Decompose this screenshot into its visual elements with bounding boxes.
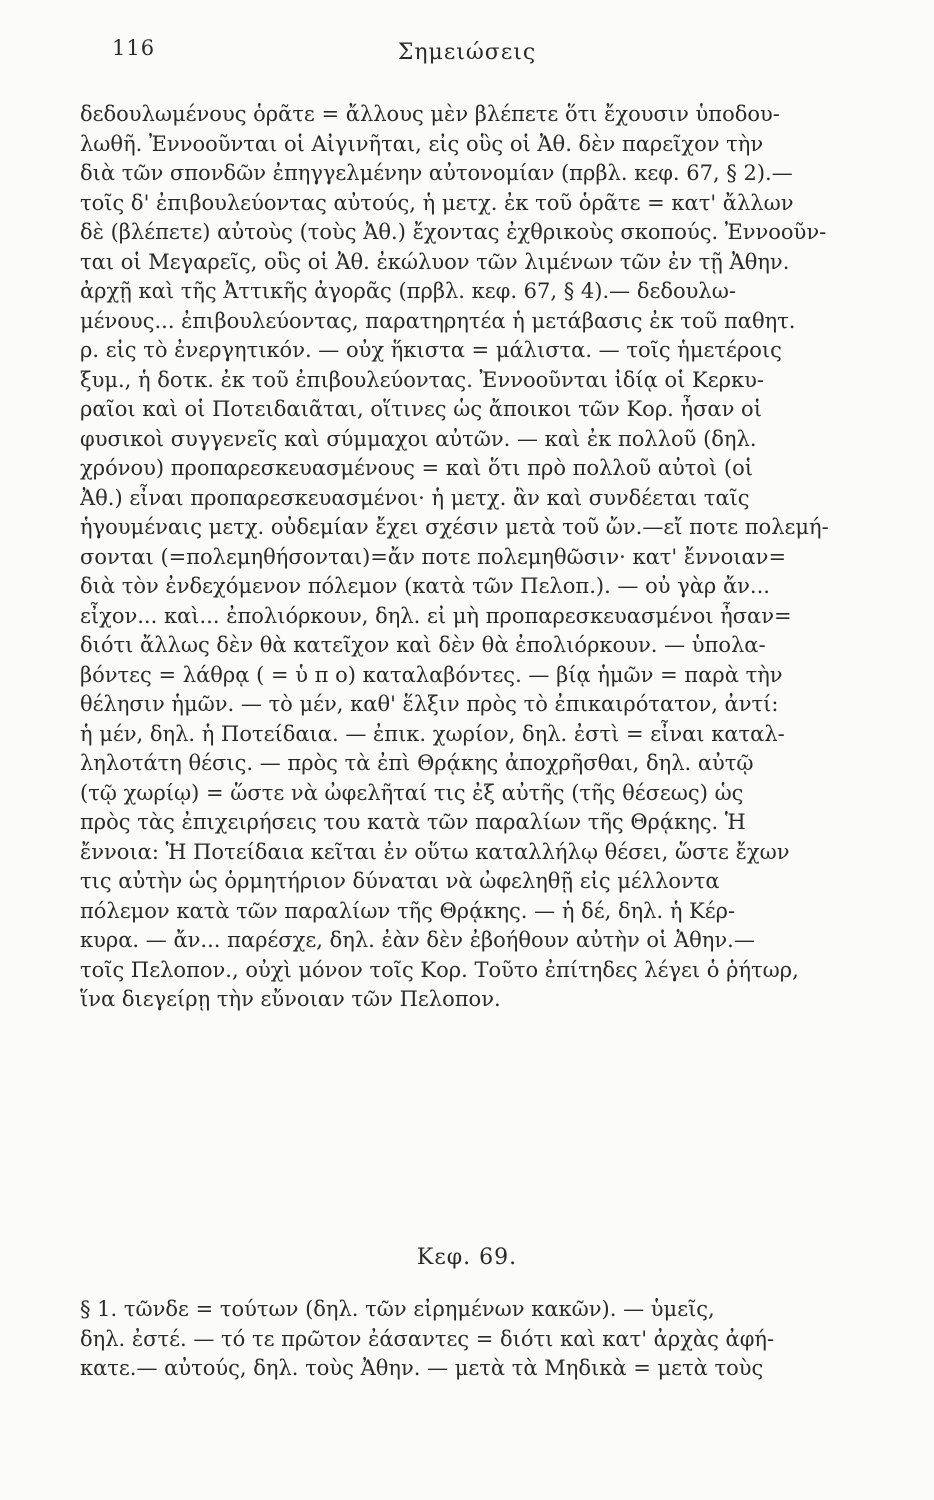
text-line: πόλεμον κατὰ τῶν παραλίων τῆς Θρᾴκης. — ἡ δέ, δηλ. ἡ Κέρ- — [80, 898, 736, 923]
text-line: διὰ τὸν ἐνδεχόμενον πόλεμον (κατὰ τῶν Πελοπ.). — οὐ γὰρ ἄν... — [80, 574, 770, 598]
text-line: δηλ. ἐστέ. — τό τε πρῶτον ἐάσαντες = διότι καὶ κατ' ἀρχὰς ἀφή- — [80, 1326, 775, 1351]
text-line: βόντες = λάθρᾳ ( = ὑ π ο) καταλαβόντες. — βίᾳ ἡμῶν = παρὰ τὴν — [80, 662, 783, 687]
text-line: λωθῆ. Ἐννοοῦνται οἱ Αἰγινῆται, εἰς οὓς οἱ Ἀθ. δὲν παρεῖχον τὴν — [80, 131, 764, 156]
text-line: ἔννοια: Ἡ Ποτείδαια κεῖται ἐν οὕτω καταλλήλῳ θέσει, ὥστε ἔχων — [80, 839, 790, 864]
text-line: κυρα. — ἄν... παρέσχε, δηλ. ἐὰν δὲν ἐβοήθουν αὐτὴν οἱ Ἀθην.— — [80, 928, 755, 952]
chapter-text-block — [80, 1295, 875, 1384]
running-title: Σημειώσεις — [397, 40, 537, 65]
text-line: ἡγουμέναις μετχ. οὐδεμίαν ἔχει σχέσιν μετὰ τοῦ ὤν.—εἴ ποτε πολεμή- — [80, 515, 829, 539]
text-line: εἶχον... καὶ... ἐπολιόρκουν, δηλ. εἰ μὴ προπαρεσκευασμένοι ἦσαν= — [80, 603, 792, 628]
text-line: τις αὐτὴν ὡς ὁρμητήριον δύναται νὰ ὠφεληθῇ εἰς μέλλοντα — [80, 869, 720, 893]
text-line: τοῖς δ' ἐπιβουλεύοντας αὐτούς, ἡ μετχ. ἐκ τοῦ ὁρᾶτε = κατ' ἄλλων — [80, 190, 794, 215]
text-line: ξυμ., ἡ δοτκ. ἐκ τοῦ ἐπιβουλεύοντας. Ἐννοοῦνται ἰδίᾳ οἱ Κερκυ- — [80, 367, 764, 392]
text-line: ἵνα διεγείρῃ τὴν εὔνοιαν τῶν Πελοπον. — [80, 987, 501, 1011]
text-line: ληλοτάτη θέσις. — πρὸς τὰ ἐπὶ Θρᾴκης ἀποχρῆσθαι, δηλ. αὐτῷ — [80, 751, 754, 775]
text-line: μένους... ἐπιβουλεύοντας, παρατηρητέα ἡ μετάβασις ἐκ τοῦ παθητ. — [80, 308, 796, 333]
text-line: θέλησιν ἡμῶν. — τὸ μέν, καθ' ἕλξιν πρὸς τὸ ἐπικαιρότατον, ἀντί: — [80, 692, 779, 716]
text-line: δεδουλωμένους ὁρᾶτε = ἄλλους μὲν βλέπετε ὅτι ἔχουσιν ὑποδου- — [80, 102, 780, 126]
text-line: ρ. εἰς τὸ ἐνεργητικόν. — οὐχ ἥκιστα = μάλιστα. — τοῖς ἡμετέροις — [80, 338, 782, 362]
text-line: σονται (=πολεμηθήσονται)=ἄν ποτε πολεμηθῶσιν· κατ' ἔννοιαν= — [80, 544, 787, 569]
notes-text-block — [80, 100, 875, 1015]
text-line: φυσικοὶ συγγενεῖς καὶ σύμμαχοι αὐτῶν. — καὶ ἐκ πολλοῦ (δηλ. — [80, 426, 757, 451]
text-line: ἡ μέν, δηλ. ἡ Ποτείδαια. — ἐπικ. χωρίον, δηλ. ἐστὶ = εἶναι καταλ- — [80, 721, 785, 746]
text-line: χρόνου) προπαρεσκευασμένους = καὶ ὅτι πρὸ πολλοῦ αὐτοὶ (οἱ — [80, 456, 753, 480]
text-line: ραῖοι καὶ οἱ Ποτειδαιᾶται, οἵτινες ὡς ἄποικοι τῶν Κορ. ἦσαν οἱ — [80, 397, 762, 421]
text-line: διότι ἄλλως δὲν θὰ κατεῖχον καὶ δὲν θὰ ἐπολιόρκουν. — ὑπολα- — [80, 633, 766, 657]
text-line: τοῖς Πελοπον., οὐχὶ μόνον τοῖς Κορ. Τοῦτο ἐπίτηδες λέγει ὁ ῥήτωρ, — [80, 957, 799, 982]
text-line: πρὸς τὰς ἐπιχειρήσεις του κατὰ τῶν παραλίων τῆς Θρᾴκης. Ἡ — [80, 810, 746, 834]
text-line: § 1. τῶνδε = τούτων (δηλ. τῶν εἰρημένων κακῶν). — ὑμεῖς, — [80, 1297, 715, 1321]
text-line: ται οἱ Μεγαρεῖς, οὓς οἱ Ἀθ. ἐκώλυον τῶν λιμένων τῶν ἐν τῇ Ἀθην. — [80, 249, 790, 274]
text-line: δὲ (βλέπετε) αὐτοὺς (τοὺς Ἀθ.) ἔχοντας ἐχθρικοὺς σκοπούς. Ἐννοοῦν- — [80, 220, 827, 244]
chapter-heading: Κεφ. 69. — [416, 1245, 518, 1270]
text-line: Ἀθ.) εἶναι προπαρεσκευασμένοι· ἡ μετχ. ἂν καὶ συνδέεται ταῖς — [80, 485, 750, 510]
text-line: (τῷ χωρίῳ) = ὥστε νὰ ὠφελῆταί τις ἐξ αὐτῆς (τῆς θέσεως) ὡς — [80, 780, 744, 805]
text-line: διὰ τῶν σπονδῶν ἐπηγγελμένην αὐτονομίαν (πρβλ. κεφ. 67, § 2).— — [80, 161, 793, 185]
text-line: ἀρχῇ καὶ τῆς Ἀττικῆς ἀγορᾶς (πρβλ. κεφ. 67, § 4).— δεδουλω- — [80, 279, 736, 303]
text-line: κατε.— αὐτούς, δηλ. τοὺς Ἀθην. — μετὰ τὰ Μηδικὰ = μετὰ τοὺς — [80, 1356, 764, 1380]
page-number: 116 — [112, 36, 156, 60]
